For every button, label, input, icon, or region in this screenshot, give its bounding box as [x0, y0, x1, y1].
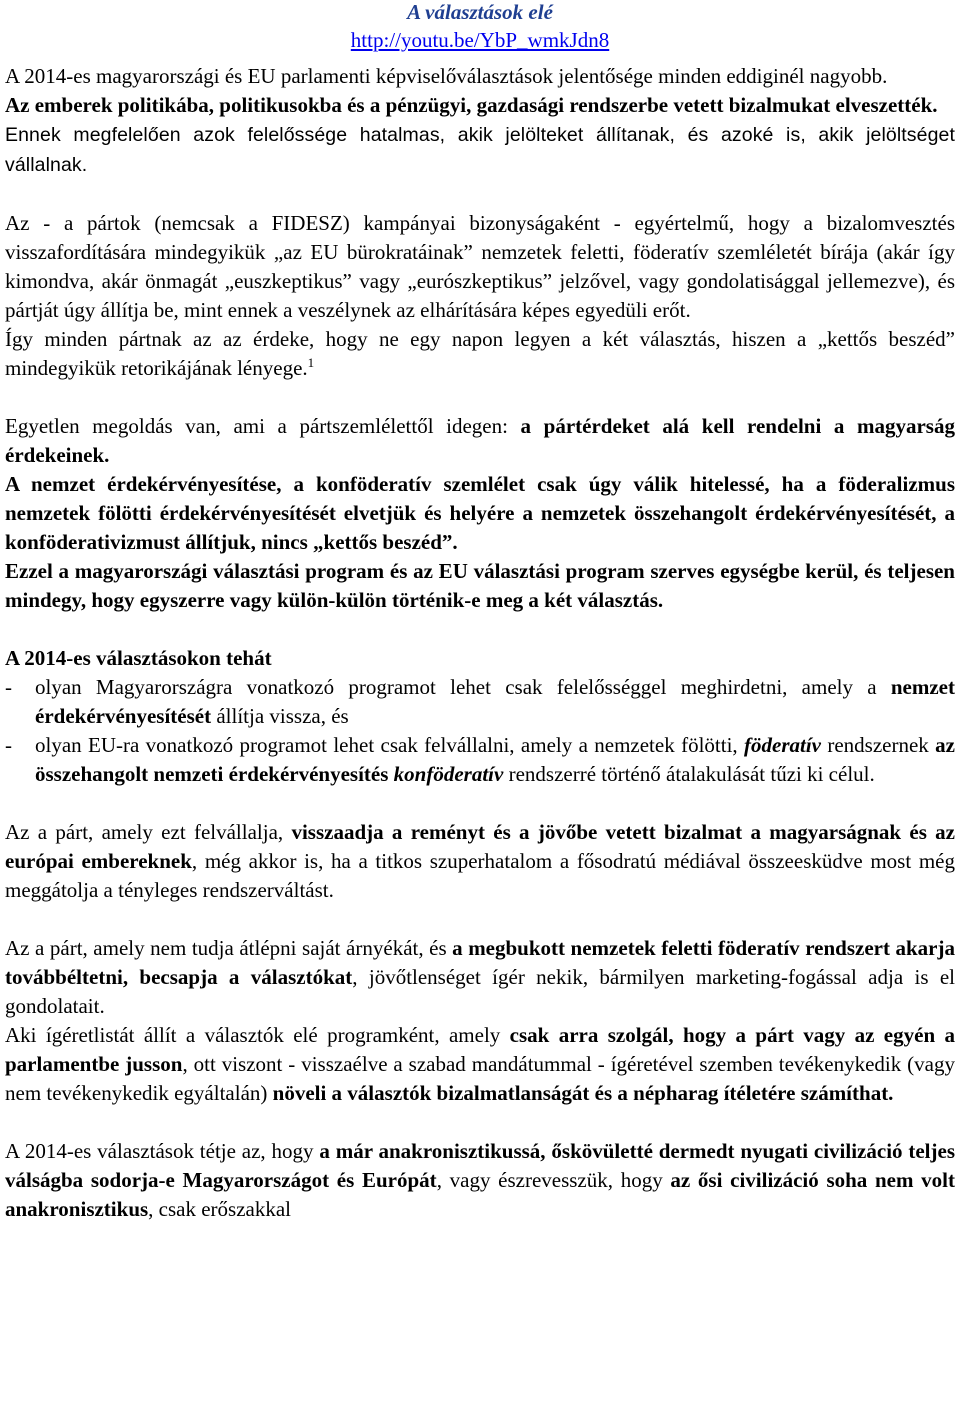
solution-intro-bold: a pártérdeket alá kell rendelni a magyarság érdekeinek. — [5, 414, 955, 467]
paragraph-parties — [5, 209, 955, 383]
list-dash: - — [5, 733, 12, 757]
paragraph-stakes: A 2014-es választások tétje az, hogy a már anakronisztikussá, őskövületté dermedt nyugati civilizáció teljes válságba sodorja-e Magyarországot és Európát, vagy észrevesszük, hogy az ősi civilizáció soha nem volt anakronisztikus, csak erőszakkal — [5, 1139, 956, 1221]
intro-line-1: A 2014-es magyarországi és EU parlamenti képviselőválasztások jelentősége minden eddiginél nagyobb. — [5, 64, 888, 88]
document-title: A választások elé — [407, 0, 553, 24]
intro-paragraph — [5, 62, 955, 180]
paragraph-parties-text: Az - a pártok (nemcsak a FIDESZ) kampányai bizonyságaként - egyértelmű, hogy a bizalomvesztés visszafordítására mindegyikük „az EU bürokratáinak” nemzetek feletti, föderatív szemléletét bírája (akár így kimondva, akár önmagát „euszkeptikus” vagy „eurószkeptikus” jelzővel, vagy gondolatisággal jellemezve), és pártját úgy állítja be, mint ennek a veszélynek az elhárítására képes egyedüli erőt. — [5, 211, 955, 322]
list-item-2: - olyan EU-ra vonatkozó programot lehet csak felvállalni, amely a nemzetek fölötti, föderatív rendszernek az összehangolt nemzeti érdekérvényesítés konföderatív rendszerré történő átalakulását tűzi ki célul. — [5, 733, 955, 786]
list-item-1: - olyan Magyarországra vonatkozó programot lehet csak felelősséggel meghirdetni, amely a nemzet érdekérvényesítését állítja vissza, és — [5, 675, 955, 728]
paragraph-hope: Az a párt, amely ezt felvállalja, visszaadja a reményt és a jövőbe vetett bizalmat a magyarságnak és az európai embereknek, még akkor is, ha a titkos szuperhatalom a fősodratú médiával összeesküdve most még meggátolja a tényleges rendszerváltást. — [5, 820, 956, 902]
paragraph-solution — [5, 412, 955, 615]
paragraph-shadow: Az a párt, amely nem tudja átlépni saját árnyékát, és a megbukott nemzetek feletti föderatív rendszert akarja továbbéltetni, becsapja a választókat, jövőtlenséget ígér nekik, bármilyen marketing-fogással adja is el gondolatait. Aki ígéretlistát állít a választók elé programként, amely csak arra szolgál, hogy a párt vagy az egyén a parlamentbe jusson, ott viszont - visszaélve a szabad mandátummal - ígéretével szemben tevékenykedik (vagy nem tevékenykedik egyáltalán) növeli a választók bizalmatlanságát és a népharag ítéletére számíthat. — [5, 936, 955, 1105]
paragraph-double-speech: Így minden pártnak az az érdeke, hogy ne egy napon legyen a két választás, hiszen a „kettős beszéd” mindegyikük retorikájának lényege. — [5, 327, 955, 380]
footnote-marker[interactable]: 1 — [307, 355, 315, 370]
list-dash: - — [5, 675, 12, 699]
video-link[interactable]: http://youtu.be/YbP_wmkJdn8 — [350, 28, 610, 52]
document-page — [5, 0, 955, 1224]
solution-intro: Egyetlen megoldás van, ami a pártszemlélettől idegen: — [5, 414, 521, 438]
list-heading: A 2014-es választásokon tehát — [5, 646, 272, 670]
intro-line-3: Ennek megfelelően azok felelőssége hatalmas, akik jelölteket állítanak, és azoké is, akik jelöltséget vállalnak. — [5, 124, 955, 176]
solution-bold-2: Ezzel a magyarországi választási program és az EU választási program szerves egységbe kerül, és teljesen mindegy, hogy egyszerre vagy külön-külön történik-e meg a két választás. — [5, 559, 955, 612]
intro-line-2: Az emberek politikába, politikusokba és a pénzügyi, gazdasági rendszerbe vetett bizalmukat elveszették. — [5, 93, 938, 117]
solution-bold-1: A nemzet érdekérvényesítése, a konföderatív szemlélet csak úgy válik hitelessé, ha a föderalizmus nemzetek fölötti érdekérvényesítését elvetjük és helyére a nemzetek összehangolt érdekérvényesítését, a konföderativizmust állítjuk, nincs „kettős beszéd”. — [5, 472, 955, 554]
